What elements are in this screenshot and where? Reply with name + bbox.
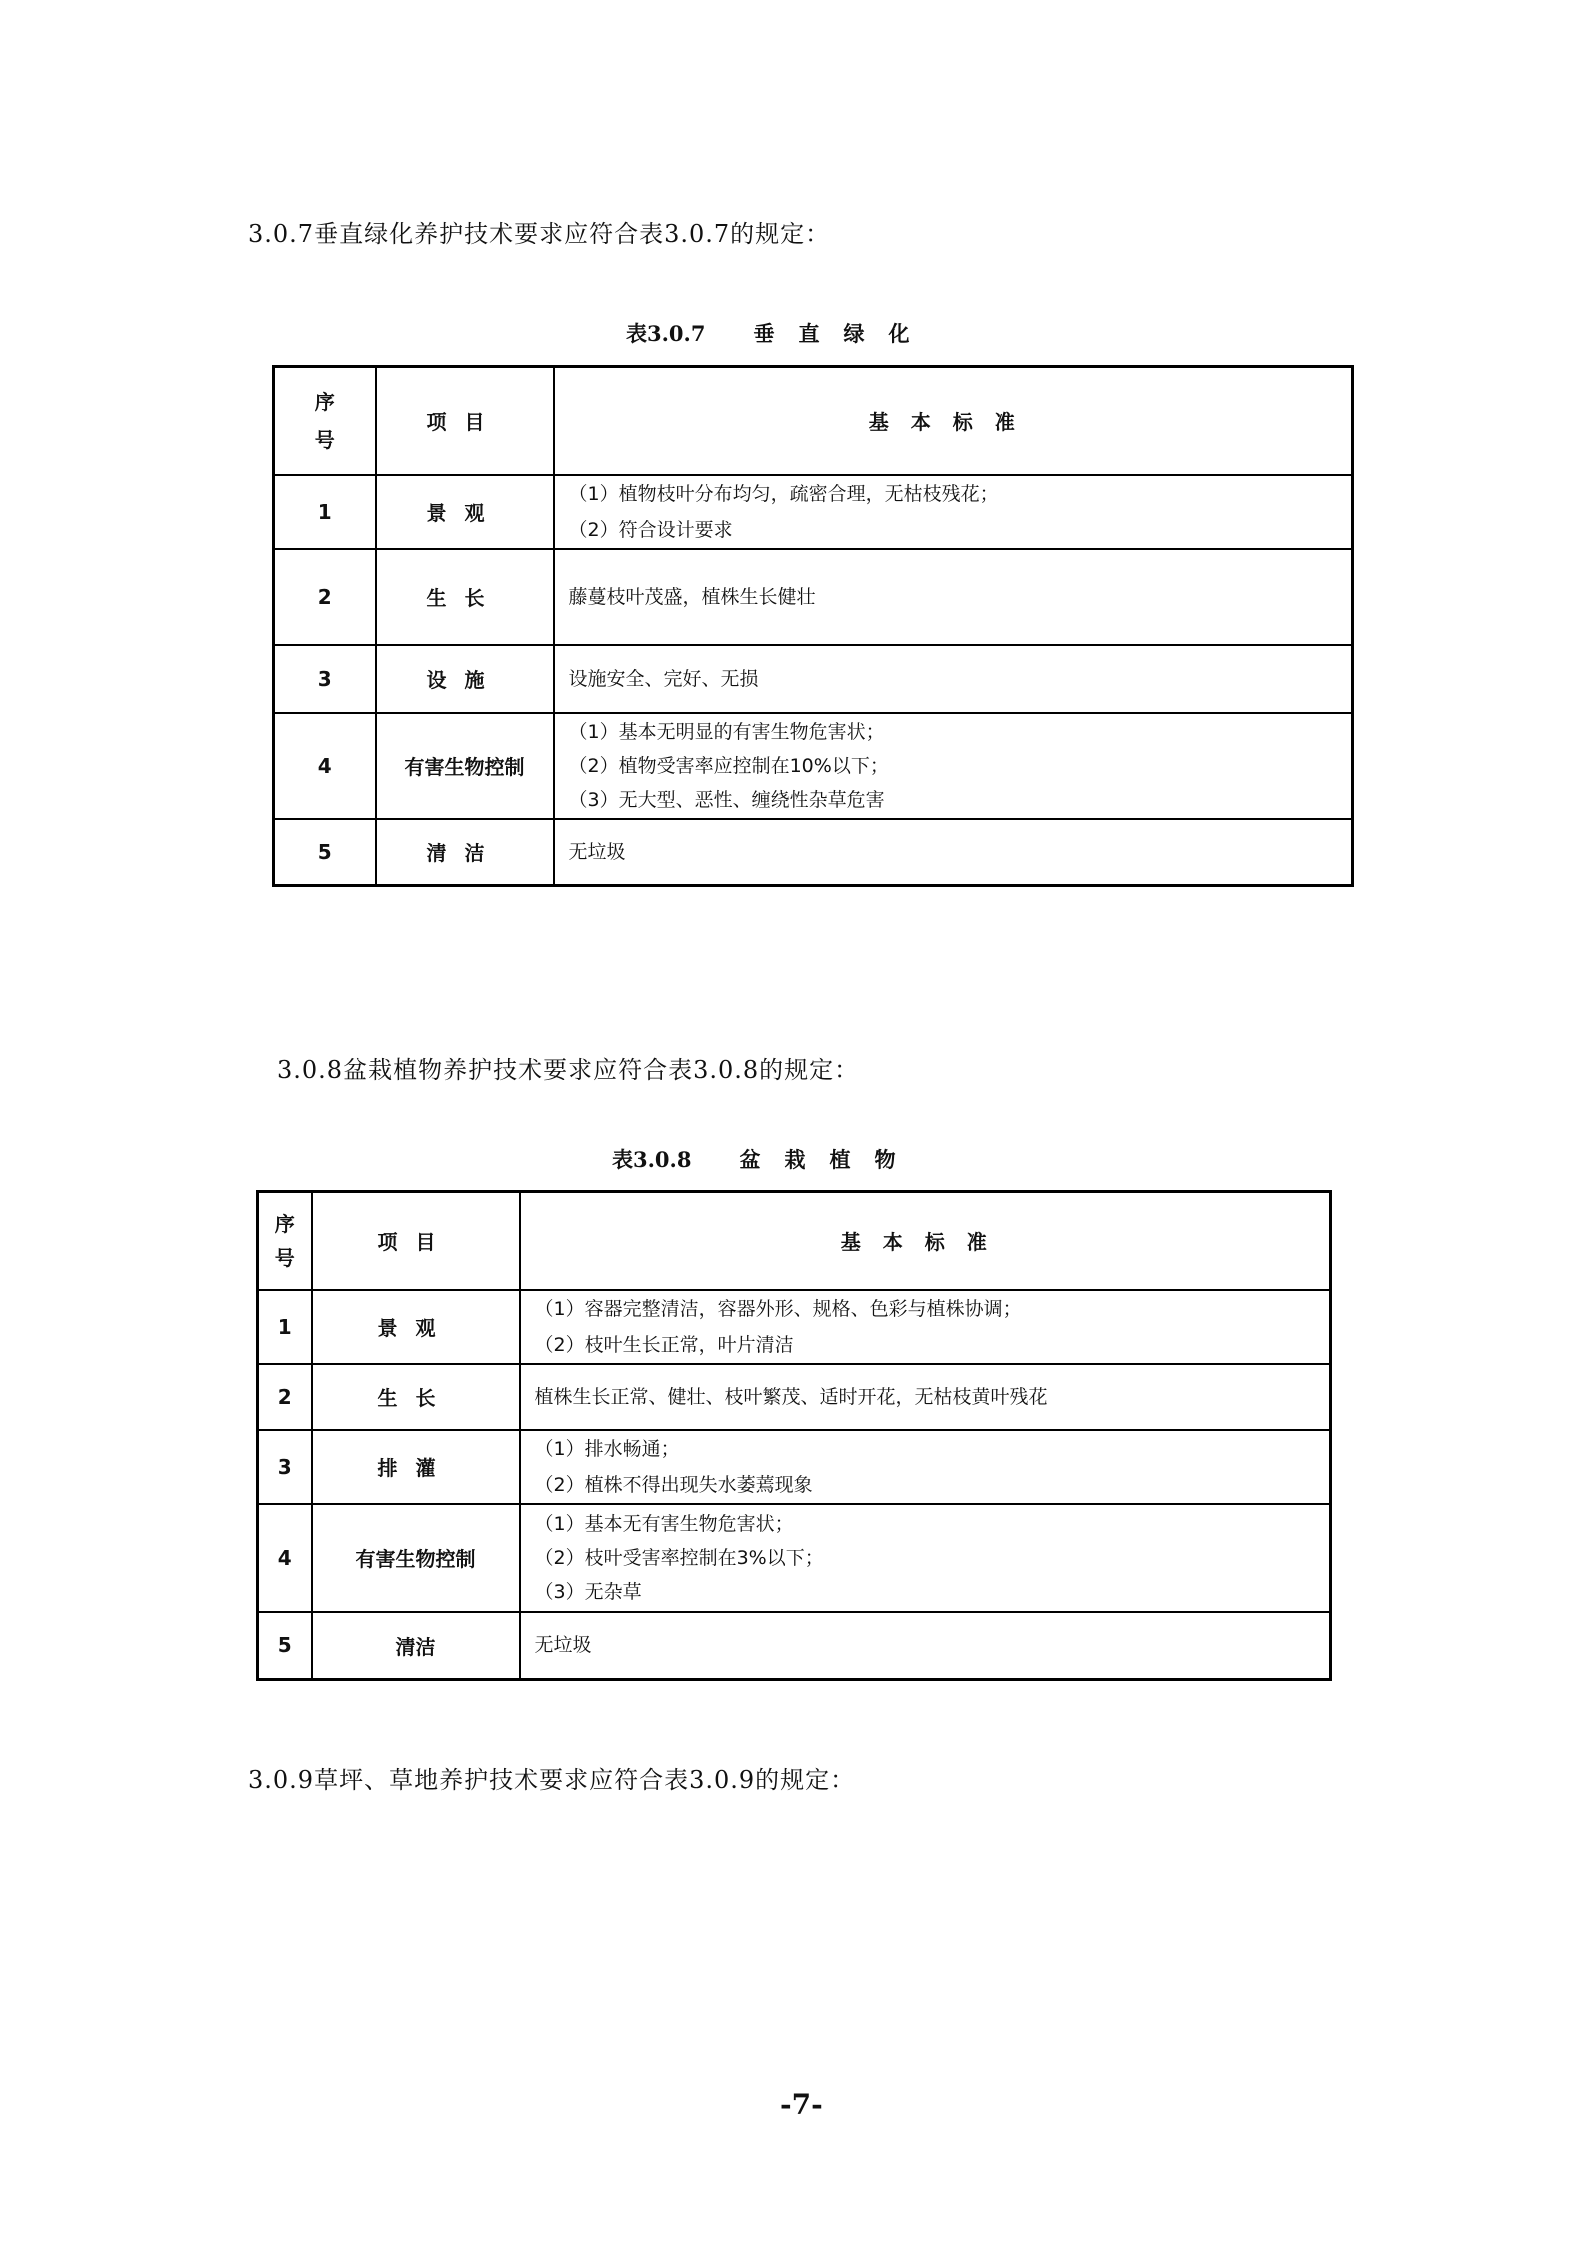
- table-307-header-row: [274, 367, 1353, 475]
- row-item: 景观: [376, 475, 554, 549]
- row-seq: 3: [258, 1430, 312, 1504]
- row-seq: 1: [258, 1290, 312, 1364]
- table-307: [272, 365, 1354, 887]
- row-seq: 2: [274, 549, 376, 645]
- table-row: [274, 819, 1353, 886]
- row-item: 设施: [376, 645, 554, 713]
- row-standard: （1）植物枝叶分布均匀，疏密合理，无枯枝残花； （2）符合设计要求: [554, 475, 1353, 549]
- row-item: 生长: [312, 1364, 520, 1430]
- row-seq: 4: [274, 713, 376, 819]
- table-308-caption: [612, 1144, 919, 1174]
- table-308-header-row: [258, 1192, 1331, 1290]
- table-308: [256, 1190, 1332, 1681]
- section-308-intro: 3.0.8盆栽植物养护技术要求应符合表3.0.8的规定：: [277, 1056, 860, 1084]
- row-seq: 5: [258, 1612, 312, 1680]
- table-308-caption-number: 表3.0.8: [612, 1147, 692, 1172]
- header-standard: 基本标准: [554, 367, 1353, 475]
- header-seq: 序号: [274, 367, 376, 475]
- table-row: [274, 549, 1353, 645]
- header-seq: 序号: [258, 1192, 312, 1290]
- row-standard: 无垃圾: [554, 819, 1353, 886]
- row-standard: （1）容器完整清洁，容器外形、规格、色彩与植株协调； （2）枝叶生长正常，叶片清洁: [520, 1290, 1331, 1364]
- row-item: 排灌: [312, 1430, 520, 1504]
- row-item: 生长: [376, 549, 554, 645]
- row-standard: （1）排水畅通； （2）植株不得出现失水萎蔫现象: [520, 1430, 1331, 1504]
- section-309-intro: 3.0.9草坪、草地养护技术要求应符合表3.0.9的规定：: [248, 1766, 856, 1794]
- row-standard: 植株生长正常、健壮、枝叶繁茂、适时开花，无枯枝黄叶残花: [520, 1364, 1331, 1430]
- table-307-caption-number: 表3.0.7: [626, 321, 706, 346]
- row-seq: 4: [258, 1504, 312, 1612]
- table-row: [258, 1612, 1331, 1680]
- row-seq: 1: [274, 475, 376, 549]
- row-standard: 设施安全、完好、无损: [554, 645, 1353, 713]
- row-item: 景观: [312, 1290, 520, 1364]
- section-307-intro: 3.0.7垂直绿化养护技术要求应符合表3.0.7的规定：: [248, 220, 831, 248]
- row-seq: 3: [274, 645, 376, 713]
- row-item: 有害生物控制: [376, 713, 554, 819]
- header-standard: 基本标准: [520, 1192, 1331, 1290]
- row-standard: （1）基本无有害生物危害状； （2）枝叶受害率控制在3%以下； （3）无杂草: [520, 1504, 1331, 1612]
- row-standard: （1）基本无明显的有害生物危害状； （2）植物受害率应控制在10%以下； （3）无大型、恶性、缠绕性杂草危害: [554, 713, 1353, 819]
- table-row: [258, 1430, 1331, 1504]
- row-standard: 无垃圾: [520, 1612, 1331, 1680]
- table-row: [258, 1504, 1331, 1612]
- row-seq: 2: [258, 1364, 312, 1430]
- row-item: 清洁: [312, 1612, 520, 1680]
- row-item: 清洁: [376, 819, 554, 886]
- row-seq: 5: [274, 819, 376, 886]
- row-item: 有害生物控制: [312, 1504, 520, 1612]
- header-item: 项目: [376, 367, 554, 475]
- page-number: -7-: [780, 2088, 823, 2121]
- table-row: [258, 1290, 1331, 1364]
- table-row: [274, 645, 1353, 713]
- table-row: [258, 1364, 1331, 1430]
- table-307-caption-title: 垂直绿化: [753, 321, 934, 346]
- table-row: [274, 475, 1353, 549]
- table-row: [274, 713, 1353, 819]
- header-item: 项目: [312, 1192, 520, 1290]
- table-308-caption-title: 盆栽植物: [739, 1147, 920, 1172]
- table-307-caption: [626, 318, 933, 348]
- row-standard: 藤蔓枝叶茂盛，植株生长健壮: [554, 549, 1353, 645]
